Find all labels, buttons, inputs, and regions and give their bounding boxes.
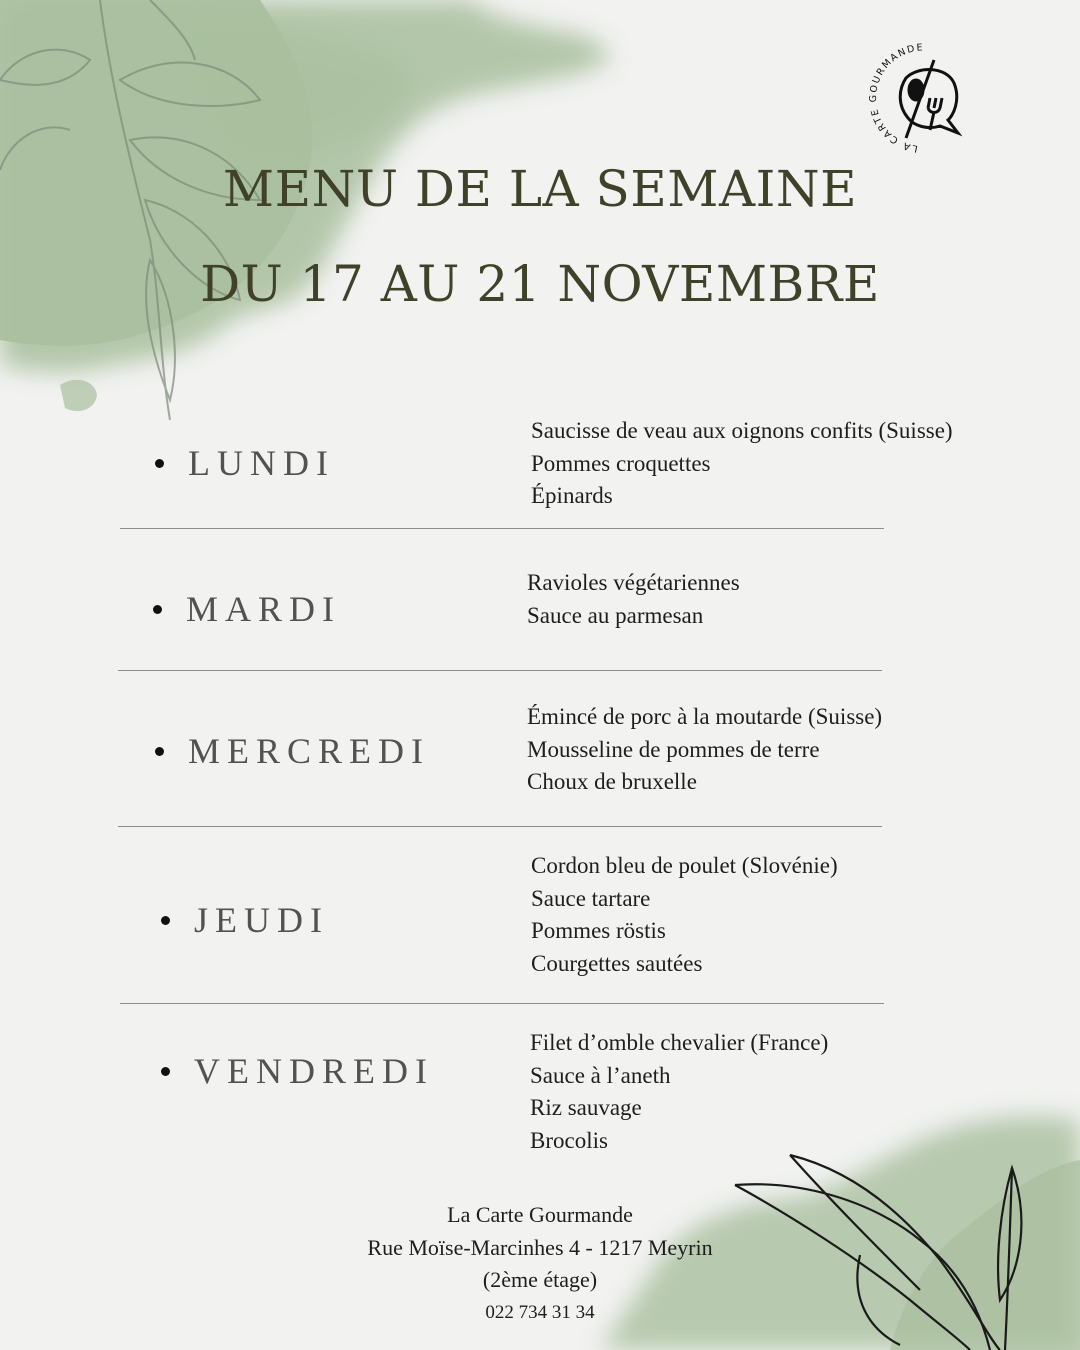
- dish: Pommes croquettes: [531, 450, 711, 476]
- floor: (2ème étage): [482, 1267, 598, 1292]
- footer-contact: [290, 1199, 790, 1329]
- day-name: LUNDI: [188, 443, 335, 483]
- fork-spoon-speech-bubble-icon: [900, 60, 958, 138]
- dish: Épinards: [531, 483, 613, 508]
- day-label-lundi: [155, 442, 335, 484]
- bullet: [161, 916, 170, 925]
- logo-text: LA CARTE GOURMANDE: [867, 42, 925, 154]
- day-label-mardi: [153, 588, 341, 630]
- restaurant-name: La Carte Gourmande: [447, 1202, 633, 1227]
- dish: Courgettes sautées: [531, 950, 703, 976]
- divider: [118, 670, 882, 671]
- la-carte-gourmande-logo: [858, 38, 978, 158]
- phone-number: 022 734 31 34: [485, 1301, 595, 1323]
- dishes-mercredi: [527, 701, 882, 799]
- dish: Choux de bruxelle: [527, 769, 697, 794]
- day-name: JEUDI: [194, 900, 329, 940]
- bullet: [155, 747, 164, 756]
- day-name: VENDREDI: [194, 1051, 434, 1091]
- dishes-lundi: [531, 415, 953, 513]
- dish: Brocolis: [530, 1127, 608, 1153]
- dish: Sauce tartare: [531, 885, 651, 911]
- dish: Mousseline de pommes de terre: [527, 736, 820, 762]
- dish: Sauce au parmesan: [527, 602, 704, 628]
- day-name: MARDI: [186, 589, 342, 629]
- dish: Ravioles végétariennes: [527, 570, 740, 595]
- title-line-1: MENU DE LA SEMAINE: [222, 160, 858, 218]
- day-label-jeudi: [161, 899, 329, 941]
- bullet: [155, 459, 164, 468]
- day-label-vendredi: [161, 1050, 434, 1092]
- day-label-mercredi: [155, 730, 430, 772]
- bullet: [153, 605, 162, 614]
- dish: Riz sauvage: [530, 1095, 642, 1120]
- title-line-2: DU 17 AU 21 NOVEMBRE: [200, 255, 880, 313]
- dishes-vendredi: [530, 1027, 828, 1157]
- dish: Émincé de porc à la moutarde (Suisse): [527, 704, 883, 729]
- dish: Sauce à l’aneth: [530, 1062, 671, 1088]
- dishes-jeudi: [531, 850, 838, 980]
- bullet: [161, 1067, 170, 1076]
- dish: Cordon bleu de poulet (Slovénie): [531, 853, 838, 878]
- dish: Pommes röstis: [531, 918, 666, 943]
- dish: Filet d’omble chevalier (France): [530, 1030, 829, 1055]
- dish: Saucisse de veau aux oignons confits (Suisse): [531, 418, 953, 443]
- day-name: MERCREDI: [188, 731, 431, 771]
- divider: [118, 826, 882, 827]
- divider: [120, 1003, 884, 1004]
- divider: [120, 528, 884, 529]
- dishes-mardi: [527, 567, 740, 632]
- address: Rue Moïse-Marcinhes 4 - 1217 Meyrin: [367, 1234, 713, 1260]
